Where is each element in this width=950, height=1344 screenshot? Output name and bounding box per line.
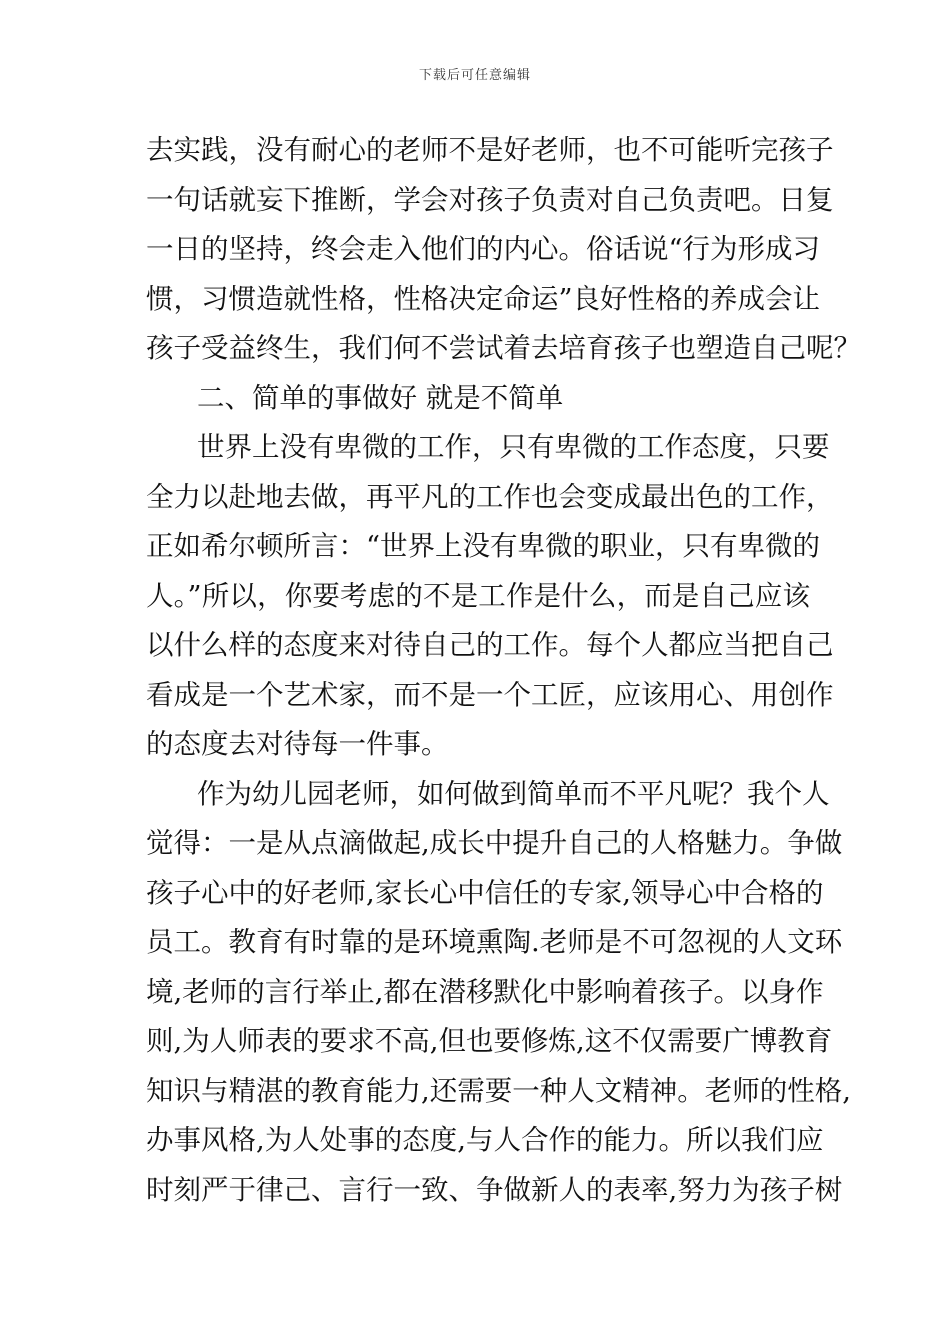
text-line: 时刻严于律己、言行一致、争做新人的表率,努力为孩子树 bbox=[146, 1173, 843, 1206]
text-line: 人。”所以，你要考虑的不是工作是什么，而是自己应该 bbox=[146, 579, 810, 612]
text-line: 一日的坚持，终会走入他们的内心。俗话说“行为形成习 bbox=[146, 233, 821, 265]
text-line: 孩子心中的好老师,家长心中信任的专家,领导心中合格的 bbox=[146, 876, 824, 909]
text-line: 惯，习惯造就性格，性格决定命运”良好性格的养成会让 bbox=[146, 282, 821, 315]
text-line: 以什么样的态度来对待自己的工作。每个人都应当把自己 bbox=[146, 629, 834, 661]
text-line: 世界上没有卑微的工作，只有卑微的工作态度，只要 bbox=[197, 431, 830, 463]
text-line: 作为幼儿园老师，如何做到简单而不平凡呢？我个人 bbox=[197, 777, 830, 810]
text-line: 则,为人师表的要求不高,但也要修炼,这不仅需要广博教育 bbox=[146, 1025, 833, 1057]
text-line: 正如希尔顿所言：“世界上没有卑微的职业，只有卑微的 bbox=[146, 530, 821, 562]
text-line: 知识与精湛的教育能力,还需要一种人文精神。老师的性格, bbox=[146, 1074, 851, 1107]
document-body bbox=[146, 126, 861, 1215]
text-line: 觉得：一是从点滴做起,成长中提升自己的人格魅力。争做 bbox=[146, 827, 843, 859]
page-header: 下载后可任意编辑 bbox=[418, 68, 531, 83]
text-line: 全力以赴地去做，再平凡的工作也会变成最出色的工作， bbox=[146, 480, 834, 513]
text-line: 一句话就妄下推断，学会对孩子负责对自己负责吧。日复 bbox=[146, 183, 834, 216]
text-line: 孩子受益终生，我们何不尝试着去培育孩子也塑造自己呢？ bbox=[146, 332, 861, 364]
text-line: 去实践，没有耐心的老师不是好老师，也不可能听完孩子 bbox=[146, 134, 834, 166]
text-line: 办事风格,为人处事的态度,与人合作的能力。所以我们应 bbox=[146, 1124, 824, 1156]
text-line: 的态度去对待每一件事。 bbox=[146, 728, 449, 760]
text-line: 员工。教育有时靠的是环境熏陶.老师是不可忽视的人文环 bbox=[146, 926, 843, 958]
text-line: 看成是一个艺术家，而不是一个工匠，应该用心、用创作 bbox=[146, 678, 834, 711]
text-line: 境,老师的言行举止,都在潜移默化中影响着孩子。以身作 bbox=[146, 975, 824, 1008]
section-heading: 二、简单的事做好 就是不简单 bbox=[197, 381, 564, 414]
